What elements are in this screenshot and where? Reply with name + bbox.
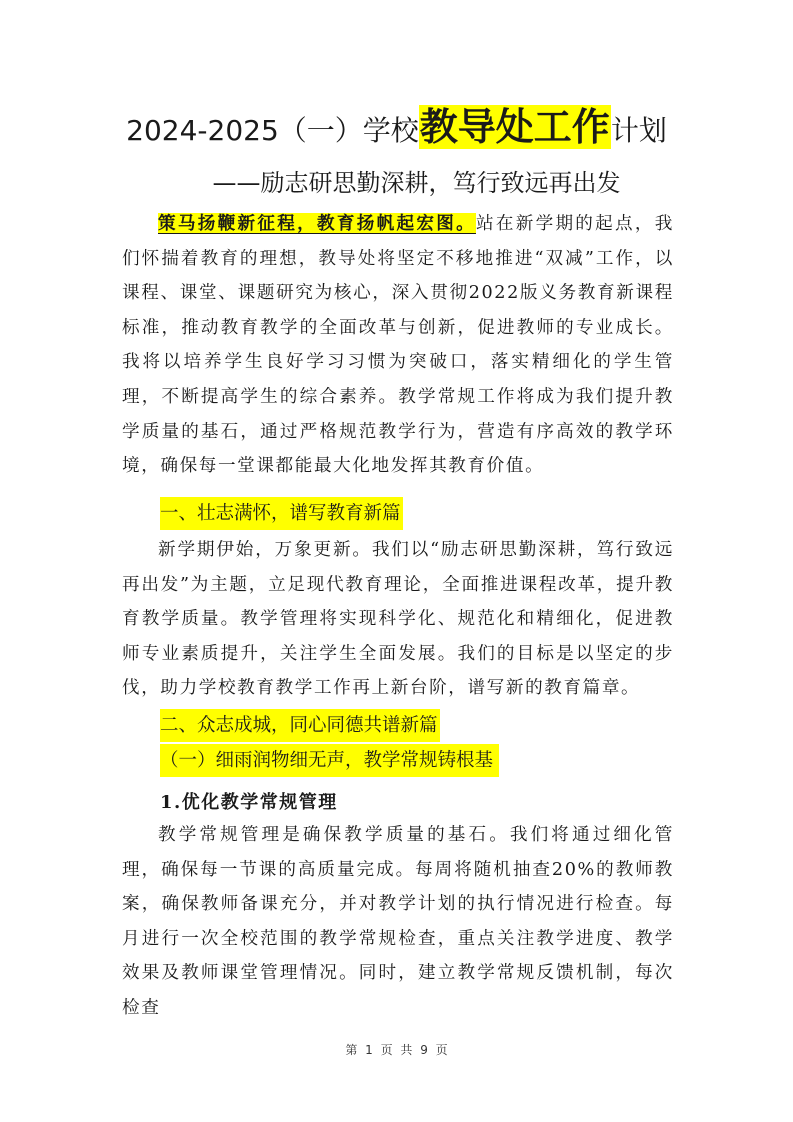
intro-lead-phrase: 策马扬鞭新征程，教育扬帆起宏图。: [158, 213, 476, 234]
intro-text: 站在新学期的起点，我们怀揣着教育的理想，教导处将坚定不移地推进“双减”工作，以课程、课堂、课题研究为核心，深入贯彻2022版义务教育新课程标准，推动教育教学的全面改革与创新，促进教师的专业成长。我将以培养学生良好学习习惯为突破口，落实精细化的学生管理，不断提高学生的综合素养。教学常规工作将成为我们提升教学质量的基石，通过严格规范教学行为，营造有序高效的教学环境，确保每一堂课都能最大化地发挥其教育价值。: [122, 214, 674, 477]
section1-heading: 一、壮志满怀，谱写教育新篇: [160, 497, 403, 530]
title-highlight: 教导处工作: [419, 105, 610, 149]
item1-paragraph: 教学常规管理是确保教学质量的基石。我们将通过细化管理，确保每一节课的高质量完成。每周将随机抽查20%的教师教案，确保教师备课充分，并对教学计划的执行情况进行检查。每月进行一次全校范围的教学常规检查，重点关注教学进度、教学效果及教师课堂管理情况。同时，建立教学常规反馈机制，每次检查: [122, 825, 674, 1018]
document-title: [0, 104, 793, 154]
title-prefix: 2024-2025（一）学校: [126, 114, 419, 147]
document-subtitle: ——励志研思勤深耕，笃行致远再出发: [212, 169, 621, 197]
item1-paragraph-block: [122, 818, 674, 1026]
intro-paragraph: [122, 207, 674, 484]
section1-paragraph-block: [122, 533, 674, 706]
page-number-footer: 第 1 页 共 9 页: [345, 1043, 448, 1057]
intro-paragraph-block: [122, 207, 674, 484]
section2-heading: 二、众志成城，同心同德共谱新篇: [160, 709, 440, 742]
title-suffix: 计划: [610, 114, 667, 147]
item1-heading: 1.优化教学常规管理: [160, 792, 338, 813]
section2-subheading: （一）细雨润物细无声，教学常规铸根基: [160, 744, 499, 777]
section1-paragraph: 新学期伊始，万象更新。我们以“励志研思勤深耕，笃行致远再出发”为主题，立足现代教育理论，全面推进课程改革，提升教育教学质量。教学管理将实现科学化、规范化和精细化，促进教师专业素质提升，关注学生全面发展。我们的目标是以坚定的步伐，助力学校教育教学工作再上新台阶，谱写新的教育篇章。: [122, 540, 674, 699]
